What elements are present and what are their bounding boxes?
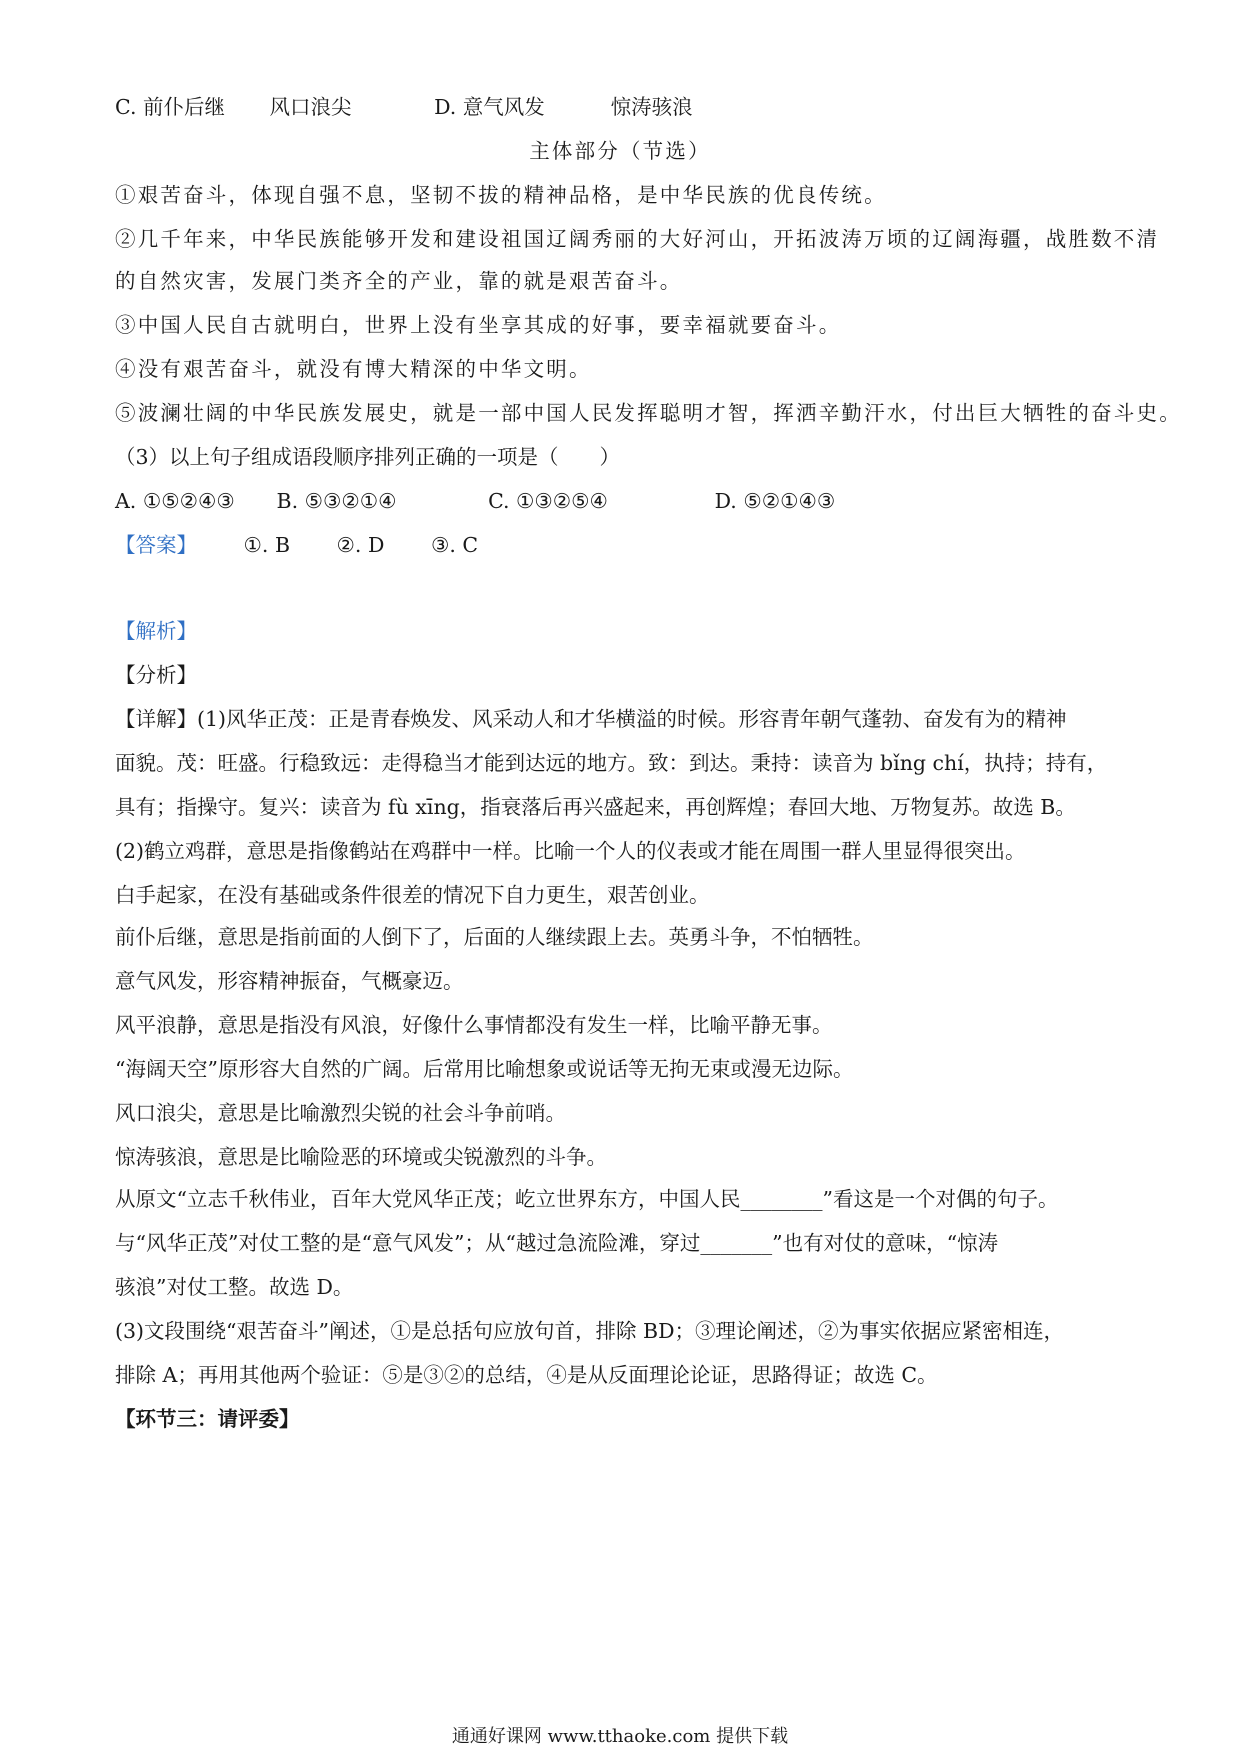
analysis-detail-7: 意气风发，形容精神振奋，气概豪迈。 — [115, 969, 464, 993]
analysis-detail-1: 【详解】(1)风华正茂：正是青春焕发、风采动人和才华横溢的时候。形容青年朝气蓬勃、奋发有为的精神 — [115, 707, 1067, 731]
passage-sentence-2a: ②几千年来，中华民族能够开发和建设祖国辽阔秀丽的大好河山，开拓波涛万顷的辽阔海疆，战胜数不清 — [115, 227, 1160, 251]
analysis-fenxi: 【分析】 — [115, 663, 197, 687]
passage-sentence-1: ①艰苦奋斗，体现自强不息，坚韧不拔的精神品格，是中华民族的优良传统。 — [115, 183, 887, 207]
passage-sentence-2b: 的自然灾害，发展门类齐全的产业，靠的就是艰苦奋斗。 — [115, 269, 683, 293]
passage-title: 主体部分（节选） — [529, 139, 711, 163]
answer-label: 【答案】 — [115, 533, 197, 557]
option-c-value: 风口浪尖 — [269, 95, 352, 119]
analysis-detail-12: 从原文“立志千秋伟业，百年大党风华正茂；屹立世界东方，中国人民________”看这是一个对偶的句子。 — [115, 1187, 1059, 1211]
analysis-detail-14: 骇浪”对仗工整。故选 D。 — [115, 1275, 354, 1299]
analysis-detail-9: “海阔天空”原形容大自然的广阔。后常用比喻想象或说话等无拘无束或漫无边际。 — [115, 1057, 854, 1081]
analysis-detail-16: 排除 A；再用其他两个验证：⑤是③②的总结，④是从反面理论论证，思路得证；故选 C。 — [115, 1363, 938, 1387]
analysis-detail-5: 白手起家，在没有基础或条件很差的情况下自力更生，艰苦创业。 — [115, 883, 710, 907]
option-d-label: D. 意气风发 — [434, 95, 545, 119]
answer-row — [115, 530, 1135, 560]
answer-3: ③. C — [430, 533, 479, 557]
question-3-option-d: D. ⑤②①④③ — [714, 489, 836, 513]
passage-sentence-4: ④没有艰苦奋斗，就没有博大精深的中华文明。 — [115, 357, 592, 381]
analysis-detail-11: 惊涛骇浪，意思是比喻险恶的环境或尖锐激烈的斗争。 — [115, 1145, 607, 1169]
analysis-detail-10: 风口浪尖，意思是比喻激烈尖锐的社会斗争前哨。 — [115, 1101, 566, 1125]
analysis-detail-6: 前仆后继，意思是指前面的人倒下了，后面的人继续跟上去。英勇斗争，不怕牺牲。 — [115, 925, 874, 949]
analysis-detail-3: 具有；指操守。复兴：读音为 fù xīng，指衰落后再兴盛起来，再创辉煌；春回大地、万物复苏。故选 B。 — [115, 795, 1076, 819]
analysis-detail-13: 与“风华正茂”对仗工整的是“意气风发”；从“越过急流险滩，穿过_______”也有对仗的意味，“惊涛 — [115, 1231, 999, 1255]
options-row-cd — [115, 92, 1135, 122]
question-3-option-a: A. ①⑤②④③ — [115, 489, 235, 513]
answer-2: ②. D — [336, 533, 385, 557]
analysis-detail-8: 风平浪静，意思是指没有风浪，好像什么事情都没有发生一样，比喻平静无事。 — [115, 1013, 833, 1037]
section-heading: 【环节三：请评委】 — [115, 1407, 300, 1431]
question-3-stem: （3）以上句子组成语段顺序排列正确的一项是（ ） — [115, 445, 621, 469]
passage-sentence-3: ③中国人民自古就明白，世界上没有坐享其成的好事，要幸福就要奋斗。 — [115, 313, 842, 337]
answer-1: ①. B — [243, 533, 291, 557]
page-footer: 通通好课网 www.tthaoke.com 提供下载 — [451, 1726, 789, 1747]
passage-sentence-5: ⑤波澜壮阔的中华民族发展史，就是一部中国人民发挥聪明才智，挥洒辛勤汗水，付出巨大牺牲的奋斗史。 — [115, 401, 1182, 425]
analysis-detail-15: (3)文段围绕“艰苦奋斗”阐述，①是总括句应放句首，排除 BD；③理论阐述，②为事实依据应紧密相连， — [115, 1319, 1065, 1343]
question-3-options — [115, 486, 1135, 516]
question-3-option-b: B. ⑤③②①④ — [276, 489, 397, 513]
option-c-label: C. 前仆后继 — [115, 95, 225, 119]
analysis-label: 【解析】 — [115, 619, 197, 643]
analysis-detail-4: (2)鹤立鸡群，意思是指像鹤站在鸡群中一样。比喻一个人的仪表或才能在周围一群人里显得很突出。 — [115, 839, 1026, 863]
option-d-value: 惊涛骇浪 — [610, 95, 693, 119]
question-3-option-c: C. ①③②⑤④ — [488, 489, 608, 513]
analysis-detail-2: 面貌。茂：旺盛。行稳致远：走得稳当才能到达远的地方。致：到达。秉持：读音为 bǐng chí，执持；持有， — [115, 751, 1108, 775]
